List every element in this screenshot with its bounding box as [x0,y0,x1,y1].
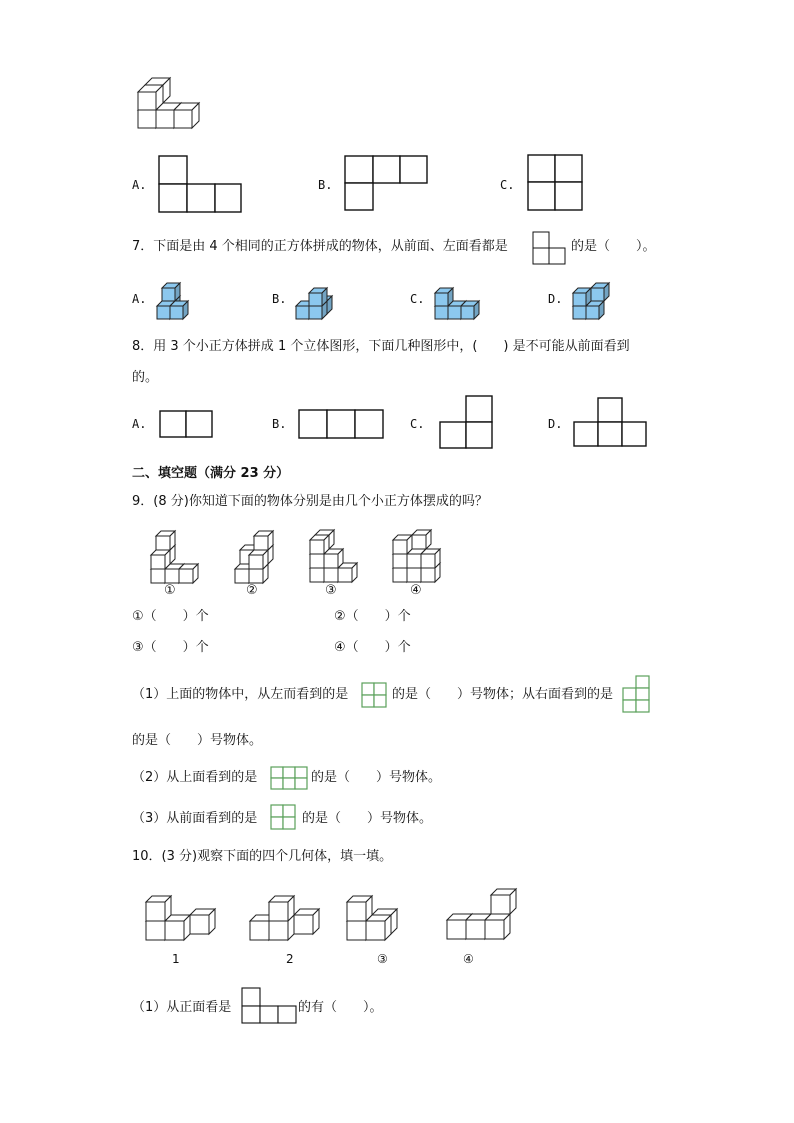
q7-option-b-label[interactable]: B. [272,292,287,306]
cube-front-face [294,915,313,934]
cube-front-face [249,555,263,569]
q9-figure-1 [148,535,204,585]
q6-option-a-label[interactable]: A. [132,178,147,192]
cube-front-face [151,555,165,569]
cube-front-face [466,920,485,939]
cube-front-face [407,568,421,582]
q8-option-d-label[interactable]: D. [548,417,563,431]
q10-figure-2 [247,885,327,943]
q8-option-c-label[interactable]: C. [410,417,425,431]
cube-front-face [461,306,474,319]
q10-figure-3-label: ③ [377,952,388,966]
q10-question-text: 10．(3 分)观察下面的四个几何体，填一填。 [132,849,393,864]
cube-front-face [310,568,324,582]
cube-front-face [138,92,156,110]
cube-front-face [421,568,435,582]
cube-front-face [309,306,322,319]
cube-front-face [407,554,421,568]
q9-figure-2 [232,530,282,585]
q7-question-text-before: 7．下面是由 4 个相同的正方体拼成的物体，从前面、左面看都是 [132,239,508,254]
cube-front-face [254,536,268,550]
q6-option-b-view[interactable] [344,155,434,215]
cube-front-face [491,895,510,914]
cube-front-face [146,921,165,940]
cube-front-face [586,306,599,319]
cube-front-face [309,293,322,306]
cube-front-face [435,293,448,306]
q9-figure-4-label: ④ [410,583,422,598]
cube-front-face [435,306,448,319]
q9-sub1-text-b: 的是（ ）号物体；从右面看到的是 [392,687,614,702]
cube-front-face [324,568,338,582]
q6-object-figure [136,72,216,132]
cube-front-face [170,306,183,319]
cube-front-face [485,920,504,939]
q9-figure-4 [390,524,450,584]
cube-front-face [412,535,426,549]
cube-front-face [250,921,269,940]
cube-front-face [190,915,209,934]
cube-front-face [249,569,263,583]
q6-option-b-label[interactable]: B. [318,178,333,192]
q7-option-d-label[interactable]: D. [548,292,563,306]
cube-front-face [235,569,249,583]
cube-front-face [393,554,407,568]
cube-front-face [448,306,461,319]
cube-front-face [338,568,352,582]
q7-option-d-cubes[interactable] [570,273,620,323]
cube-front-face [156,110,174,128]
q10-figure-3 [344,885,424,943]
q10-figure-1-label: 1 [172,952,180,966]
q8-option-b-label[interactable]: B. [272,417,287,431]
cube-front-face [573,306,586,319]
cube-front-face [156,536,170,550]
cube-front-face [447,920,466,939]
q9-sub2-text-b: 的是（ ）号物体。 [311,770,442,785]
q8-option-a-label[interactable]: A. [132,417,147,431]
q9-blank-1[interactable]: ①（ ）个 [132,609,209,624]
cube-front-face [421,554,435,568]
q6-option-c-view[interactable] [527,154,587,214]
cube-front-face [179,569,193,583]
q9-figure-3-label: ③ [325,583,337,598]
cube-front-face [138,110,156,128]
cube-front-face [324,554,338,568]
cube-front-face [310,554,324,568]
q9-figure-1-label: ① [164,583,176,598]
q8-option-b-view[interactable] [298,409,388,441]
q9-blank-4[interactable]: ④（ ）个 [334,640,411,655]
q10-figure-4 [444,883,524,943]
q9-question-text: 9．(8 分)你知道下面的物体分别是由几个小正方体摆成的吗？ [132,494,488,509]
q7-option-a-cubes[interactable] [154,277,204,322]
q7-inline-view-figure [532,231,572,267]
q7-question-text-after: 的是（ ）。 [571,239,656,254]
q9-figure-2-label: ② [246,583,258,598]
q9-blank-2[interactable]: ②（ ）个 [334,609,411,624]
q6-cubes [138,78,199,128]
cube-front-face [162,288,175,301]
q10-sub1-text-b: 的有（ ）。 [298,1000,383,1015]
cube-front-face [347,902,366,921]
q9-sub1-text-c: 的是（ ）号物体。 [132,733,263,748]
q9-sub2-top-view-icon [270,766,312,792]
section-2-heading: 二、填空题（满分 23 分） [132,466,290,481]
q9-blank-3[interactable]: ③（ ）个 [132,640,209,655]
q8-question-line2: 的。 [132,370,159,385]
cube-front-face [146,902,165,921]
q9-sub1-right-view-icon [622,675,654,715]
q9-sub3-text-b: 的是（ ）号物体。 [302,811,433,826]
q7-option-b-cubes[interactable] [294,277,344,322]
q7-option-c-label[interactable]: C. [410,292,425,306]
q8-option-a-view[interactable] [159,410,219,440]
q10-figure-2-label: 2 [286,952,294,966]
q6-option-a-view[interactable] [158,155,248,215]
q9-sub1-left-view-icon [361,682,389,710]
q7-option-a-label[interactable]: A. [132,292,147,306]
cube-front-face [366,921,385,940]
cube-front-face [591,288,604,301]
q10-figure-4-label: ④ [463,952,474,966]
cube-front-face [157,306,170,319]
q9-sub3-text-a: （3）从前面看到的是 [132,811,258,826]
q6-option-c-label[interactable]: C. [500,178,515,192]
cube-front-face [165,569,179,583]
cube-front-face [573,293,586,306]
q9-sub2-text-a: （2）从上面看到的是 [132,770,258,785]
cube-front-face [269,902,288,921]
cube-front-face [347,921,366,940]
q10-sub1-text-a: （1）从正面看是 [132,1000,232,1015]
q8-option-c-view[interactable] [439,395,499,455]
q8-question-line1: 8．用 3 个小正方体拼成 1 个立体图形，下面几种图形中，( ) 是不可能从前面看到 [132,339,630,354]
cube-front-face [296,306,309,319]
cube-front-face [393,568,407,582]
q10-figure-1 [143,885,225,943]
cube-front-face [174,110,192,128]
q9-sub3-front-view-icon [270,804,300,832]
q9-figure-3 [307,524,361,584]
q8-option-d-view[interactable] [573,397,653,453]
q9-sub1-text-a: （1）上面的物体中，从左而看到的是 [132,687,349,702]
q10-sub1-front-view-icon [241,987,299,1027]
cube-front-face [269,921,288,940]
q7-option-c-cubes[interactable] [433,277,483,322]
cube-front-face [151,569,165,583]
cube-front-face [393,540,407,554]
cube-front-face [310,540,324,554]
cube-front-face [165,921,184,940]
